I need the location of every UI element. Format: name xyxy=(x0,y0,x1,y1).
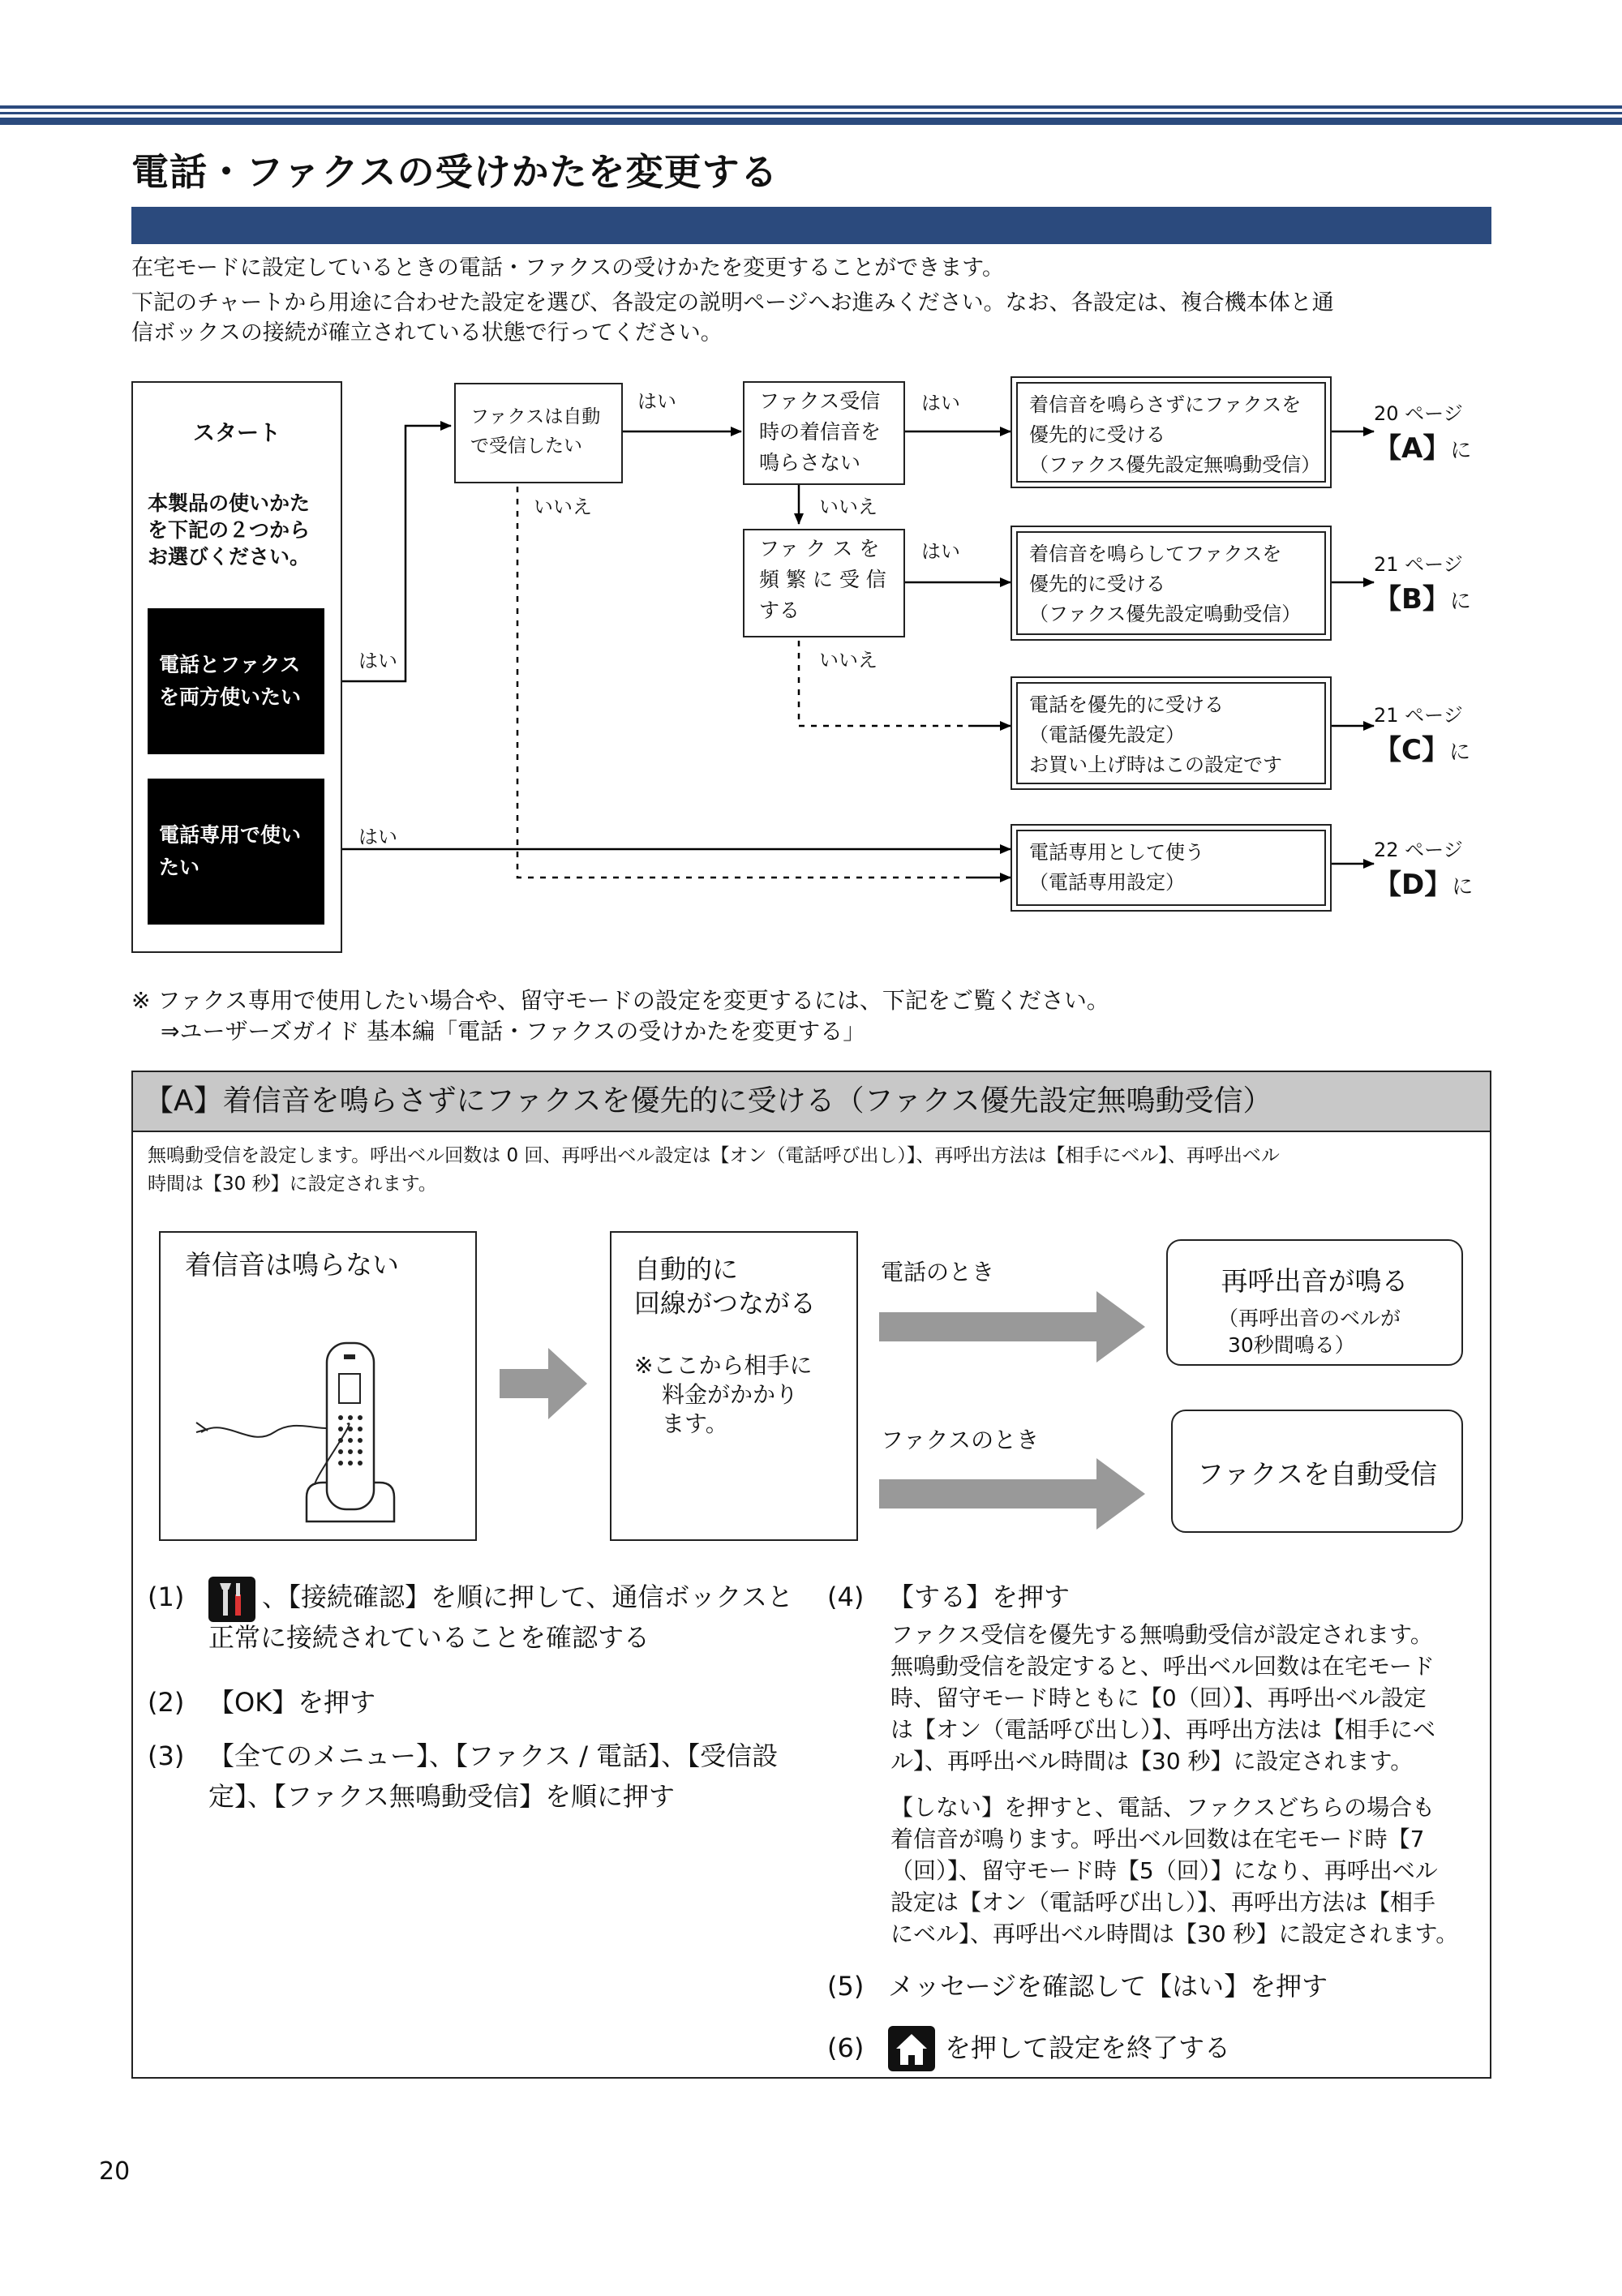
yes-label-q3: はい xyxy=(921,540,960,563)
handset-icon xyxy=(185,1311,444,1530)
question-auto-fax: ファクスは自動 で受信したい xyxy=(454,383,623,483)
fax-auto-receive-box: ファクスを自動受信 xyxy=(1171,1410,1463,1533)
page-title: 電話・ファクスの受けかたを変更する xyxy=(131,150,779,194)
no-label-q3: いいえ xyxy=(819,649,878,672)
yes-label-option2: はい xyxy=(358,826,397,848)
user-guide-reference[interactable]: ⇒ユーザーズガイド 基本編「電話・ファクスの受けかたを変更する」 xyxy=(161,1018,866,1045)
result-c-box[interactable]: 電話を優先的に受ける （電話優先設定） お買い上げ時はこの設定です xyxy=(1011,676,1332,790)
start-instructions: 本製品の使いかた を下記の２つから お選びください。 xyxy=(148,491,311,569)
result-a-box[interactable]: 着信音を鳴らさずにファクスを 優先的に受ける （ファクス優先設定無鳴動受信） xyxy=(1011,376,1332,488)
result-d-box[interactable]: 電話専用として使う （電話専用設定） xyxy=(1011,824,1332,912)
section-a-header: 【A】着信音を鳴らさずにファクスを優先的に受ける（ファクス優先設定無鳴動受信） xyxy=(133,1072,1490,1132)
arrow-phone-icon xyxy=(879,1291,1147,1364)
yes-label-option1: はい xyxy=(358,650,397,672)
ring-again-box: 再呼出音が鳴る （再呼出音のベルが 30秒間鳴る） xyxy=(1166,1239,1463,1366)
section-a: 【A】着信音を鳴らさずにファクスを優先的に受ける（ファクス優先設定無鳴動受信） 無鳴動受信を設定します。呼出ベル回数は 0 回、再呼出ベル設定は【オン（電話呼び出し）】、再呼出方法は【相手にベル】、再呼出ベル 時間は【30 秒】に設定されます。 着信音は鳴らない 自動的に 回線がつながる ※ここから相手に 料金がかかり ます。 電話のとき ファクスのとき 再呼出音が鳴る （再呼出音のベルが 30秒間鳴る） ファクスを自動受信 (1) 、【接続確認】を順に押して、通信ボックスと 正常に接続されていることを確認する (2) 【OK】を押す (3) 【全てのメニュー】、【ファクス / 電話】、【受信設 定】、【ファクス無鳴動受信】を順に押す (4) 【する】を押す ファクス受信を優先する無鳴動受信が設定されます。 無鳴動受信を設定すると、呼出ベル回数は在宅モード 時、留守モード時ともに【0（回）】、再呼出ベル設定 は【オン（電話呼び出し）】、再呼出方法は【相手にベ ル】、再呼出ベル時間は【30 秒】に設定されます。 【しない】を押すと、電話、ファクスどちらの場合も 着信音が鳴ります。呼出ベル回数は在宅モード時【7 （回）】、留守モード時【5（回）】になり、再呼出ベル 設定は【オン（電話呼び出し）】、再呼出方法は【相手 にベル】、再呼出ベル時間は【30 秒】に設定されます。 (5) メッセージを確認して【はい】を押す (6) を押して設定を終了する xyxy=(131,1071,1491,2079)
yes-label-q1: はい xyxy=(637,390,676,413)
step-4-note-b: 【しない】を押すと、電話、ファクスどちらの場合も 着信音が鳴ります。呼出ベル回数は在宅モード時【7 （回）】、留守モード時【5（回）】になり、再呼出ベル 設定は【オン（電話呼び出し）】、再呼出方法は【相手 にベル】、再呼出ベル時間は【30 秒】に設定されます。 xyxy=(890,1794,1459,1947)
footnote: ※ ファクス専用で使用したい場合や、留守モードの設定を変更するには、下記をご覧ください。 ⇒ユーザーズガイド 基本編「電話・ファクスの受けかたを変更する」 xyxy=(131,985,1109,1047)
result-b-box[interactable]: 着信音を鳴らしてファクスを 優先的に受ける （ファクス優先設定鳴動受信） xyxy=(1011,526,1332,641)
ref-b[interactable]: 21 ページ 【B】に xyxy=(1374,553,1471,616)
fax-case-label: ファクスのとき xyxy=(881,1427,1040,1453)
ref-a[interactable]: 20 ページ 【A】に xyxy=(1374,402,1472,465)
option-phone-only[interactable]: 電話専用で使い たい xyxy=(148,779,324,925)
question-silent-ring: ファクス受信 時の着信音を 鳴らさない xyxy=(743,381,905,485)
phone-case-label: 電話のとき xyxy=(881,1259,995,1285)
intro-line-1: 在宅モードに設定しているときの電話・ファクスの受けかたを変更することができます。 xyxy=(131,255,1004,281)
start-title: スタート xyxy=(193,421,281,446)
ref-c[interactable]: 21 ページ 【C】に xyxy=(1374,704,1470,766)
no-label-q1: いいえ xyxy=(534,496,592,518)
intro-line-2: 下記のチャートから用途に合わせた設定を選び、各設定の説明ページへお進みください。なお、各設定は、複合機本体と通 xyxy=(131,290,1334,315)
arrow-fax-icon xyxy=(879,1458,1147,1531)
page-number: 20 xyxy=(99,2157,131,2186)
option-phone-and-fax[interactable]: 電話とファクス を両方使いたい xyxy=(148,608,324,754)
arrow-right-icon xyxy=(500,1348,589,1421)
yes-label-q2: はい xyxy=(921,392,960,414)
illus-box-no-ring: 着信音は鳴らない xyxy=(159,1231,477,1541)
step-4-note-a: ファクス受信を優先する無鳴動受信が設定されます。 無鳴動受信を設定すると、呼出ベル回数は在宅モード 時、留守モード時ともに【0（回）】、再呼出ベル設定 は【オン（電話呼び出し）】、再呼出方法は【相手にベ ル】、再呼出ベル時間は【30 秒】に設定されます。 xyxy=(890,1621,1436,1775)
no-label-q2: いいえ xyxy=(819,496,878,518)
illus-box-auto-connect: 自動的に 回線がつながる ※ここから相手に 料金がかかり ます。 xyxy=(610,1231,858,1541)
question-frequent-fax: ファ ク ス を 頻 繁 に 受 信 する xyxy=(743,529,905,637)
intro-line-3: 信ボックスの接続が確立されている状態で行ってください。 xyxy=(131,320,723,345)
home-icon[interactable] xyxy=(888,2026,935,2071)
ref-d[interactable]: 22 ページ 【D】に xyxy=(1374,839,1474,901)
section-a-description: 無鳴動受信を設定します。呼出ベル回数は 0 回、再呼出ベル設定は【オン（電話呼び出し）】、再呼出方法は【相手にベル】、再呼出ベル 時間は【30 秒】に設定されます。 xyxy=(148,1145,1280,1195)
tools-icon[interactable] xyxy=(208,1577,255,1622)
